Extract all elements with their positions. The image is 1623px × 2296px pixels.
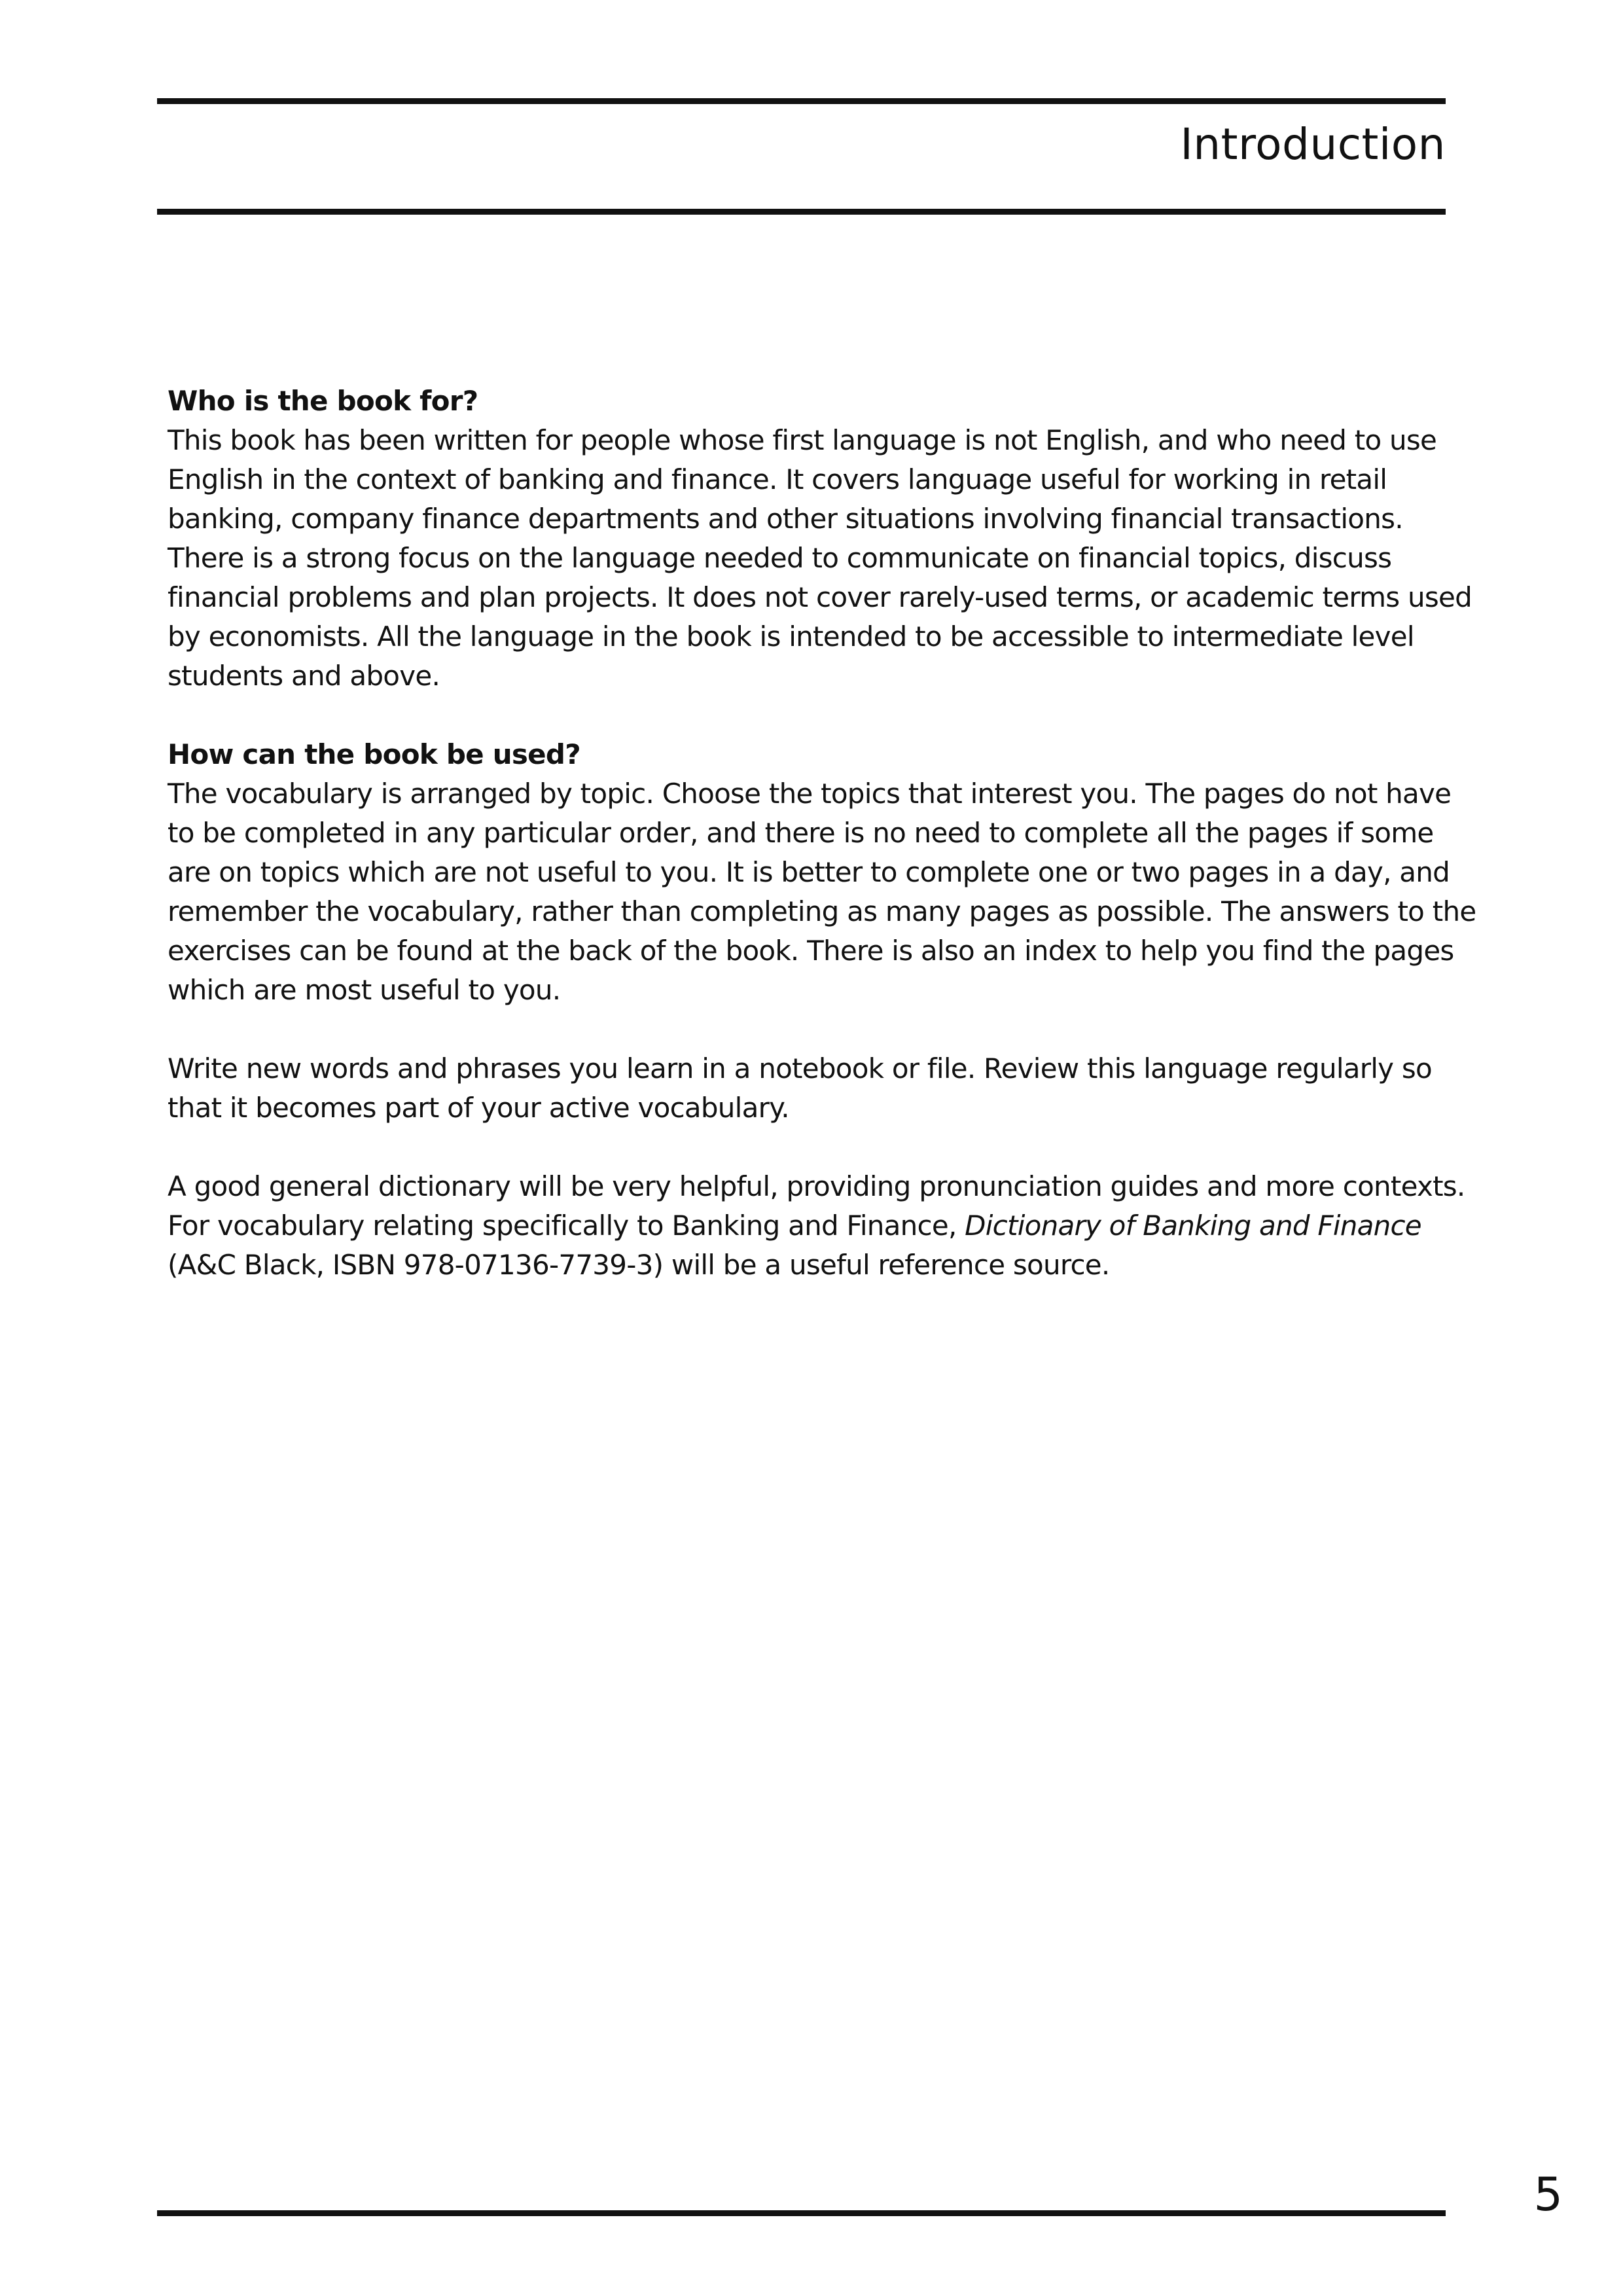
text-line: are on topics which are not useful to you. It is better to complete one or two pages in a day, and [168, 856, 1450, 888]
text-line: students and above. [168, 660, 440, 692]
text-line: financial problems and plan projects. It does not cover rarely-used terms, or academic terms used [168, 581, 1472, 613]
section-heading: How can the book be used? [168, 738, 580, 770]
header-bottom-rule [157, 209, 1446, 215]
footer-rule [157, 2210, 1446, 2216]
section-paragraph [168, 774, 1476, 1010]
text-line: by economists. All the language in the book is intended to be accessible to intermediate level [168, 620, 1414, 653]
text-line: remember the vocabulary, rather than completing as many pages as possible. The answers to the [168, 895, 1476, 927]
text-line: banking, company finance departments and other situations involving financial transactions. [168, 503, 1403, 535]
header-top-rule [157, 98, 1446, 104]
text-line: exercises can be found at the back of the book. There is also an index to help you find the pages [168, 935, 1454, 967]
paragraph-dictionary [168, 1167, 1465, 1285]
chapter-title: Introduction [1180, 119, 1446, 170]
section-paragraph [168, 421, 1472, 696]
dictionary-paragraph [168, 1167, 1465, 1285]
text-line: There is a strong focus on the language needed to communicate on financial topics, discuss [168, 542, 1392, 574]
text-line: that it becomes part of your active vocabulary. [168, 1092, 789, 1124]
text-line: This book has been written for people whose first language is not English, and who need to use [168, 424, 1437, 456]
section-heading: Who is the book for? [168, 385, 478, 417]
dictionary-book-title: Dictionary of Banking and Finance [965, 1210, 1421, 1242]
notebook-paragraph [168, 1049, 1450, 1128]
paragraph-notebook [168, 1049, 1450, 1128]
text-line [168, 1206, 1450, 1246]
text-line: Write new words and phrases you learn in a notebook or file. Review this language regularly so [168, 1052, 1432, 1085]
text-line: (A&C Black, ISBN 978-07136-7739-3) will be a useful reference source. [168, 1249, 1110, 1281]
text-line: English in the context of banking and finance. It covers language useful for working in retail [168, 463, 1387, 495]
text-line: A good general dictionary will be very helpful, providing pronunciation guides and more contexts. [168, 1170, 1465, 1202]
section-how-used [168, 735, 1476, 1010]
text-line: to be completed in any particular order, and there is no need to complete all the pages if some [168, 817, 1434, 849]
page-body [168, 382, 1476, 1324]
text-line: The vocabulary is arranged by topic. Choose the topics that interest you. The pages do not have [168, 778, 1452, 810]
page-number: 5 [1533, 2168, 1563, 2221]
text-line: which are most useful to you. [168, 974, 561, 1006]
section-who-for [168, 382, 1472, 696]
dictionary-intro-text: For vocabulary relating specifically to Banking and Finance, [168, 1210, 965, 1242]
